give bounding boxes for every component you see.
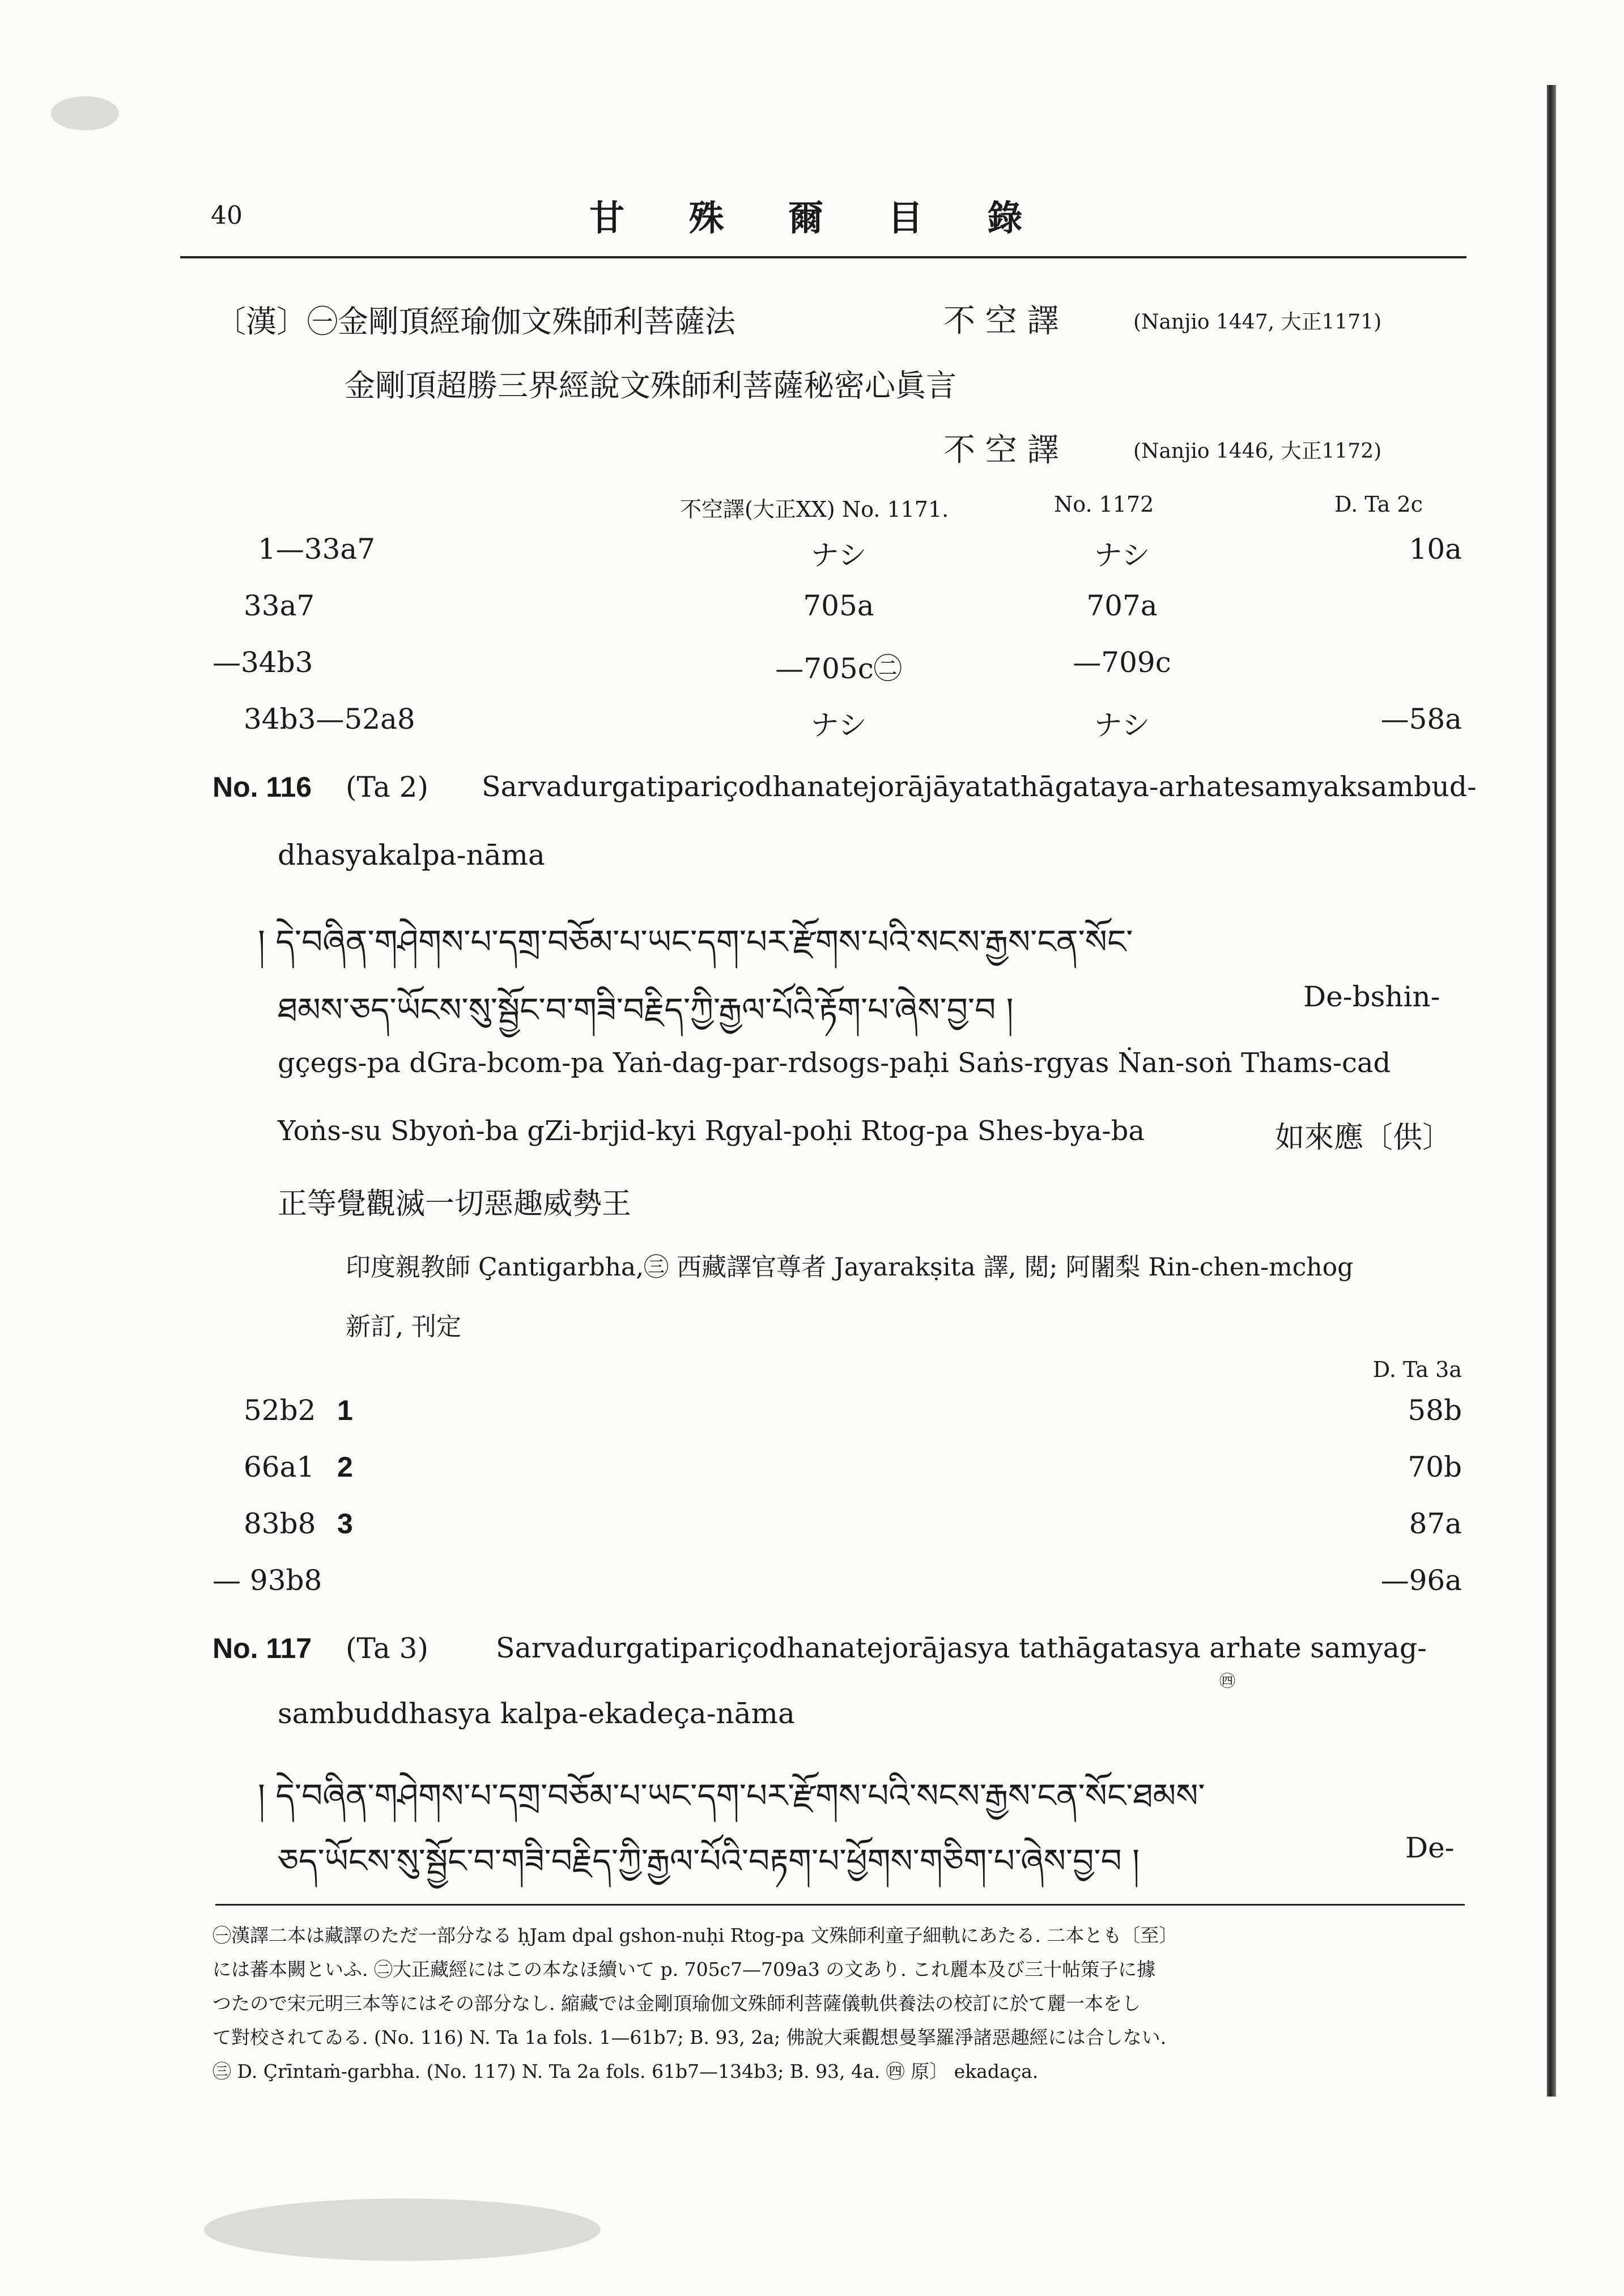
prev-col-header-1: 不空譯(大正XX) No. 1171.	[680, 497, 949, 522]
scan-speck	[204, 2199, 601, 2261]
entry-116-row-3-part: 3	[337, 1508, 353, 1540]
prev-row-2-col-2: 705a	[803, 589, 874, 622]
prev-row-3-col-3: —709c	[1073, 646, 1171, 679]
entry-116-row-2-part: 2	[337, 1451, 353, 1483]
entry-116-row-1-ref: 58b	[1408, 1394, 1462, 1427]
prev-row-1-col-4: 10a	[1409, 533, 1462, 566]
page-number: 40	[211, 201, 243, 230]
entry-117-title-2: sambuddhasya kalpa-ekadeça-nāma	[278, 1697, 795, 1730]
entry-117-title-1: Sarvadurgatipariçodhanatejorājasya tathāgatasya arhate samyag-	[496, 1632, 1427, 1664]
entry-116-row-2-ref: 70b	[1408, 1451, 1462, 1483]
entry-116-row-2-folio: 66a1	[244, 1451, 315, 1483]
entry-116-row-1-part: 1	[337, 1394, 353, 1426]
entry-117-number: No. 117	[212, 1632, 312, 1664]
prev-row-3-col-2: —705c㊁	[775, 652, 902, 685]
entry-116-row-3-folio: 83b8	[244, 1507, 316, 1540]
entry-116-row-3-ref: 87a	[1409, 1507, 1462, 1540]
entry-116-row-4-folio: — 93b8	[212, 1564, 322, 1597]
prev-row-1-col-1: 1—33a7	[258, 533, 376, 566]
prev-title-1: 〔漢〕㊀金剛頂經瑜伽文殊師利菩薩法	[215, 304, 736, 339]
scan-speck	[51, 96, 119, 130]
prev-row-2-col-3: 707a	[1086, 589, 1158, 622]
entry-117-section: (Ta 3)	[346, 1632, 428, 1665]
entry-116-number: No. 116	[212, 771, 312, 803]
header-rule	[180, 256, 1466, 258]
footnote-line-1: ㊀漢譯二本は藏譯のただ一部分なる ḥJam dpal gshon-nuḥi Rtog-pa 文殊師利童子細軌にあたる. 二本とも〔至〕	[212, 1924, 1178, 1946]
entry-117-footnote-marker: ㊃	[1219, 1672, 1236, 1690]
prev-translator-1: 不 空 譯	[943, 303, 1059, 339]
page-title: 甘 殊 爾 目 錄	[589, 197, 1049, 239]
entry-116-col-header: D. Ta 3a	[1372, 1357, 1462, 1382]
entry-116-translit-1: De-bshin-	[1303, 980, 1440, 1013]
entry-116-credits-2: 新訂, 刊定	[346, 1312, 461, 1341]
entry-116-title-2: dhasyakalpa-nāma	[278, 839, 545, 871]
footnote-line-5: ㊂ D. Çrīntaṁ-garbha. (No. 117) N. Ta 2a fols. 61b7—134b3; B. 93, 4a. ㊃ 原〕 ekadaça.	[212, 2060, 1039, 2082]
entry-116-section: (Ta 2)	[346, 771, 428, 803]
prev-col-header-2: No. 1172	[1054, 492, 1154, 517]
entry-116-translit-2: gçegs-pa dGra-bcom-pa Yaṅ-dag-par-rdsogs-paḥi Saṅs-rgyas Ṅan-soṅ Thams-cad	[278, 1047, 1391, 1079]
prev-row-4-col-2: ナシ	[810, 709, 867, 742]
prev-ref-2: (Nanjio 1446, 大正1172)	[1133, 440, 1382, 463]
prev-row-1-col-2: ナシ	[810, 539, 867, 572]
entry-117-tibetan-2: ཅད་ཡོངས་སུ་སྦྱོང་བ་གཟི་བརྗིད་ཀྱི་རྒྱལ་པོའི་བརྟག་པ་ཕྱོགས་གཅིག་པ་ཞེས་བྱ་བ །	[278, 1842, 1140, 1880]
footnote-line-4: て對校されてゐる. (No. 116) N. Ta 1a fols. 1—61b7; B. 93, 2a; 佛說大乘觀想曼拏羅淨諸惡趣經には合しない.	[212, 2026, 1167, 2048]
entry-117-translit-1: De-	[1405, 1831, 1455, 1864]
prev-translator-2: 不 空 譯	[943, 432, 1059, 469]
prev-row-3-col-1: —34b3	[212, 646, 313, 679]
entry-116-tibetan-2: ཐམས་ཅད་ཡོངས་སུ་སྦྱོང་བ་གཟི་བརྗིད་ཀྱི་རྒྱལ་པོའི་རྟོག་པ་ཞེས་བྱ་བ །	[278, 990, 1014, 1029]
entry-116-chinese-2: 正等覺觀滅一切惡趣威勢王	[278, 1187, 632, 1221]
entry-116-translit-3: Yoṅs-su Sbyoṅ-ba gZi-brjid-kyi Rgyal-poḥi Rtog-pa Shes-bya-ba	[278, 1115, 1145, 1147]
prev-row-4-col-4: —58a	[1380, 703, 1462, 735]
entry-116-tibetan-1: ། དེ་བཞིན་གཤེགས་པ་དགྲ་བཅོམ་པ་ཡང་དག་པར་རྫོགས་པའི་སངས་རྒྱས་ངན་སོང་	[258, 922, 1133, 961]
entry-116-credits-1: 印度親教師 Çantigarbha,㊂ 西藏譯官尊者 Jayarakṣita 譯, 閲; 阿闍梨 Rin-chen-mchog	[346, 1253, 1354, 1282]
entry-116-row-1-folio: 52b2	[244, 1394, 316, 1427]
footnote-line-3: つたので宋元明三本等にはその部分なし. 縮藏では金剛頂瑜伽文殊師利菩薩儀軌供養法の校訂に於て麗一本をし	[212, 1992, 1141, 2014]
entry-117-tibetan-1: ། དེ་བཞིན་གཤེགས་པ་དགྲ་བཅོམ་པ་ཡང་དག་པར་རྫོགས་པའི་སངས་རྒྱས་ངན་སོང་ཐམས་	[258, 1776, 1205, 1815]
footnote-line-2: には蕃本闕といふ. ㊁大正藏經にはこの本なほ續いて p. 705c7—709a3 の文あり. これ麗本及び三十帖策子に據	[212, 1958, 1156, 1980]
footnote-rule	[215, 1904, 1465, 1906]
entry-116-row-4-ref: —96a	[1380, 1564, 1462, 1597]
prev-row-1-col-3: ナシ	[1094, 539, 1150, 572]
entry-116-title-1: Sarvadurgatipariçodhanatejorājāyatathāgataya-arhatesamyaksambud-	[482, 771, 1477, 803]
prev-row-4-col-3: ナシ	[1094, 709, 1150, 742]
prev-col-header-3: D. Ta 2c	[1334, 492, 1423, 517]
prev-title-2: 金剛頂超勝三界經說文殊師利菩薩秘密心眞言	[345, 368, 956, 403]
entry-116-chinese-1: 如來應〔供〕	[1275, 1121, 1452, 1155]
prev-row-2-col-1: 33a7	[244, 589, 315, 622]
prev-row-4-col-1: 34b3—52a8	[244, 703, 415, 735]
prev-ref-1: (Nanjio 1447, 大正1171)	[1133, 311, 1382, 334]
page-edge-shadow	[1547, 85, 1556, 2097]
